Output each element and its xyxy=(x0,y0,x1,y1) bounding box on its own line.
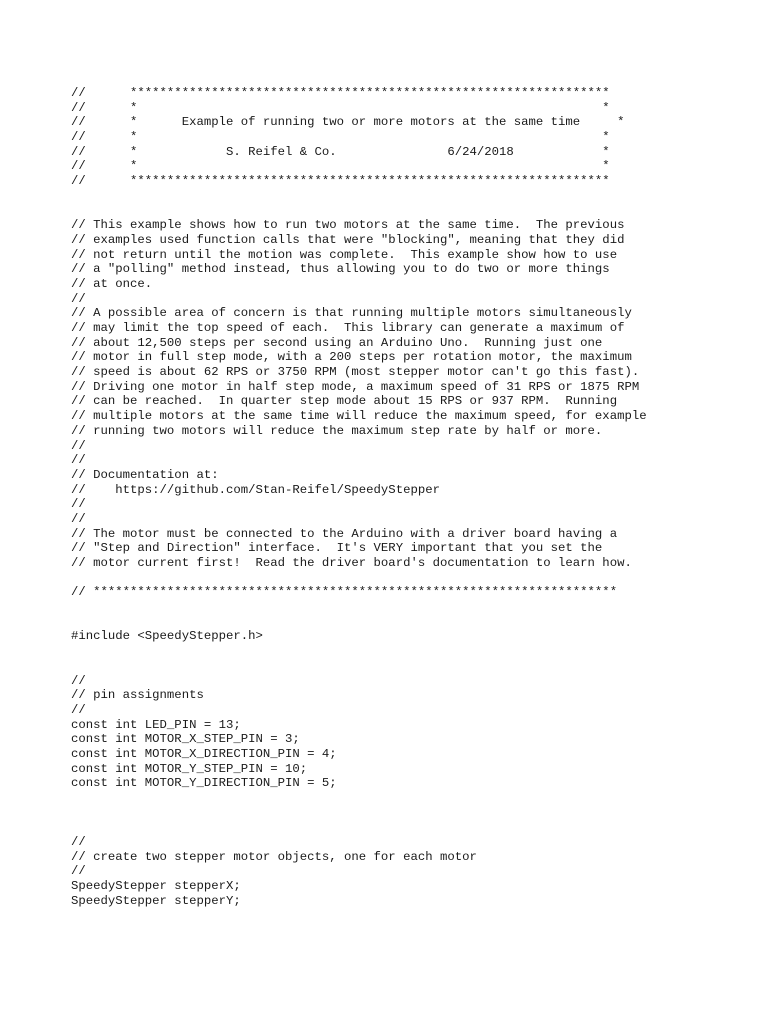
code-line: // xyxy=(71,835,86,850)
code-line: // ***************************************************************** xyxy=(71,174,610,189)
code-line: // xyxy=(71,673,86,688)
code-line: // running two motors will reduce the maximum step rate by half or more. xyxy=(71,423,603,438)
code-line xyxy=(71,204,647,219)
code-line: const int MOTOR_X_DIRECTION_PIN = 4; xyxy=(71,746,337,761)
code-line: // xyxy=(71,702,86,717)
code-line: // pin assignments xyxy=(71,688,204,703)
code-line: // Driving one motor in half step mode, a maximum speed of 31 RPS or 1875 RPM xyxy=(71,379,640,394)
code-line: // * * xyxy=(71,159,610,174)
code-line: // examples used function calls that were "blocking", meaning that they did xyxy=(71,232,625,247)
code-line: const int MOTOR_X_STEP_PIN = 3; xyxy=(71,732,300,747)
code-line: const int MOTOR_Y_STEP_PIN = 10; xyxy=(71,761,308,776)
code-line: SpeedyStepper stepperY; xyxy=(71,893,241,908)
code-line: // * * xyxy=(71,130,610,145)
code-line xyxy=(71,644,647,659)
code-line xyxy=(71,659,647,674)
code-line: // *********************************************************************** xyxy=(71,585,618,600)
code-line xyxy=(71,791,647,806)
code-line xyxy=(71,820,647,835)
code-line: const int LED_PIN = 13; xyxy=(71,717,241,732)
code-line: // speed is about 62 RPS or 3750 RPM (most stepper motor can't go this fast). xyxy=(71,365,640,380)
code-line xyxy=(71,600,647,615)
code-line: // about 12,500 steps per second using an Arduino Uno. Running just one xyxy=(71,335,603,350)
source-code-listing xyxy=(71,86,647,909)
code-line: // can be reached. In quarter step mode about 15 RPS or 937 RPM. Running xyxy=(71,394,618,409)
code-line: // xyxy=(71,438,86,453)
code-line: // may limit the top speed of each. This library can generate a maximum of xyxy=(71,321,625,335)
code-line: // This example shows how to run two motors at the same time. The previous xyxy=(71,218,625,233)
code-line: // Documentation at: xyxy=(71,467,219,482)
code-line: // motor in full step mode, with a 200 steps per rotation motor, the maximum xyxy=(71,350,632,365)
code-line: SpeedyStepper stepperX; xyxy=(71,879,241,894)
code-line: // not return until the motion was complete. This example show how to use xyxy=(71,247,618,262)
code-line xyxy=(71,571,647,586)
code-line: // * S. Reifel & Co. 6/24/2018 * xyxy=(71,144,610,159)
code-line: // xyxy=(71,453,86,468)
code-line: // xyxy=(71,511,86,526)
code-line: // * Example of running two or more motors at the same time * xyxy=(71,115,625,130)
code-line: // motor current first! Read the driver board's documentation to learn how. xyxy=(71,556,632,570)
code-line xyxy=(71,189,647,204)
code-line: // xyxy=(71,864,86,879)
code-line: // xyxy=(71,497,86,512)
code-line: // create two stepper motor objects, one for each motor xyxy=(71,849,477,864)
code-line: #include <SpeedyStepper.h> xyxy=(71,629,263,644)
code-line xyxy=(71,806,647,821)
code-line: // xyxy=(71,291,86,306)
code-line: // * * xyxy=(71,100,610,115)
code-line: // The motor must be connected to the Arduino with a driver board having a xyxy=(71,526,618,541)
code-line xyxy=(71,615,647,630)
code-line: // ***************************************************************** xyxy=(71,86,610,100)
code-line: // at once. xyxy=(71,276,153,291)
code-line: // a "polling" method instead, thus allowing you to do two or more things xyxy=(71,262,610,277)
code-line: // https://github.com/Stan-Reifel/SpeedyStepper xyxy=(71,482,440,497)
code-line: // A possible area of concern is that running multiple motors simultaneously xyxy=(71,306,632,321)
code-line: // multiple motors at the same time will reduce the maximum speed, for example xyxy=(71,409,647,424)
code-line: // "Step and Direction" interface. It's VERY important that you set the xyxy=(71,541,603,556)
code-line: const int MOTOR_Y_DIRECTION_PIN = 5; xyxy=(71,776,337,791)
